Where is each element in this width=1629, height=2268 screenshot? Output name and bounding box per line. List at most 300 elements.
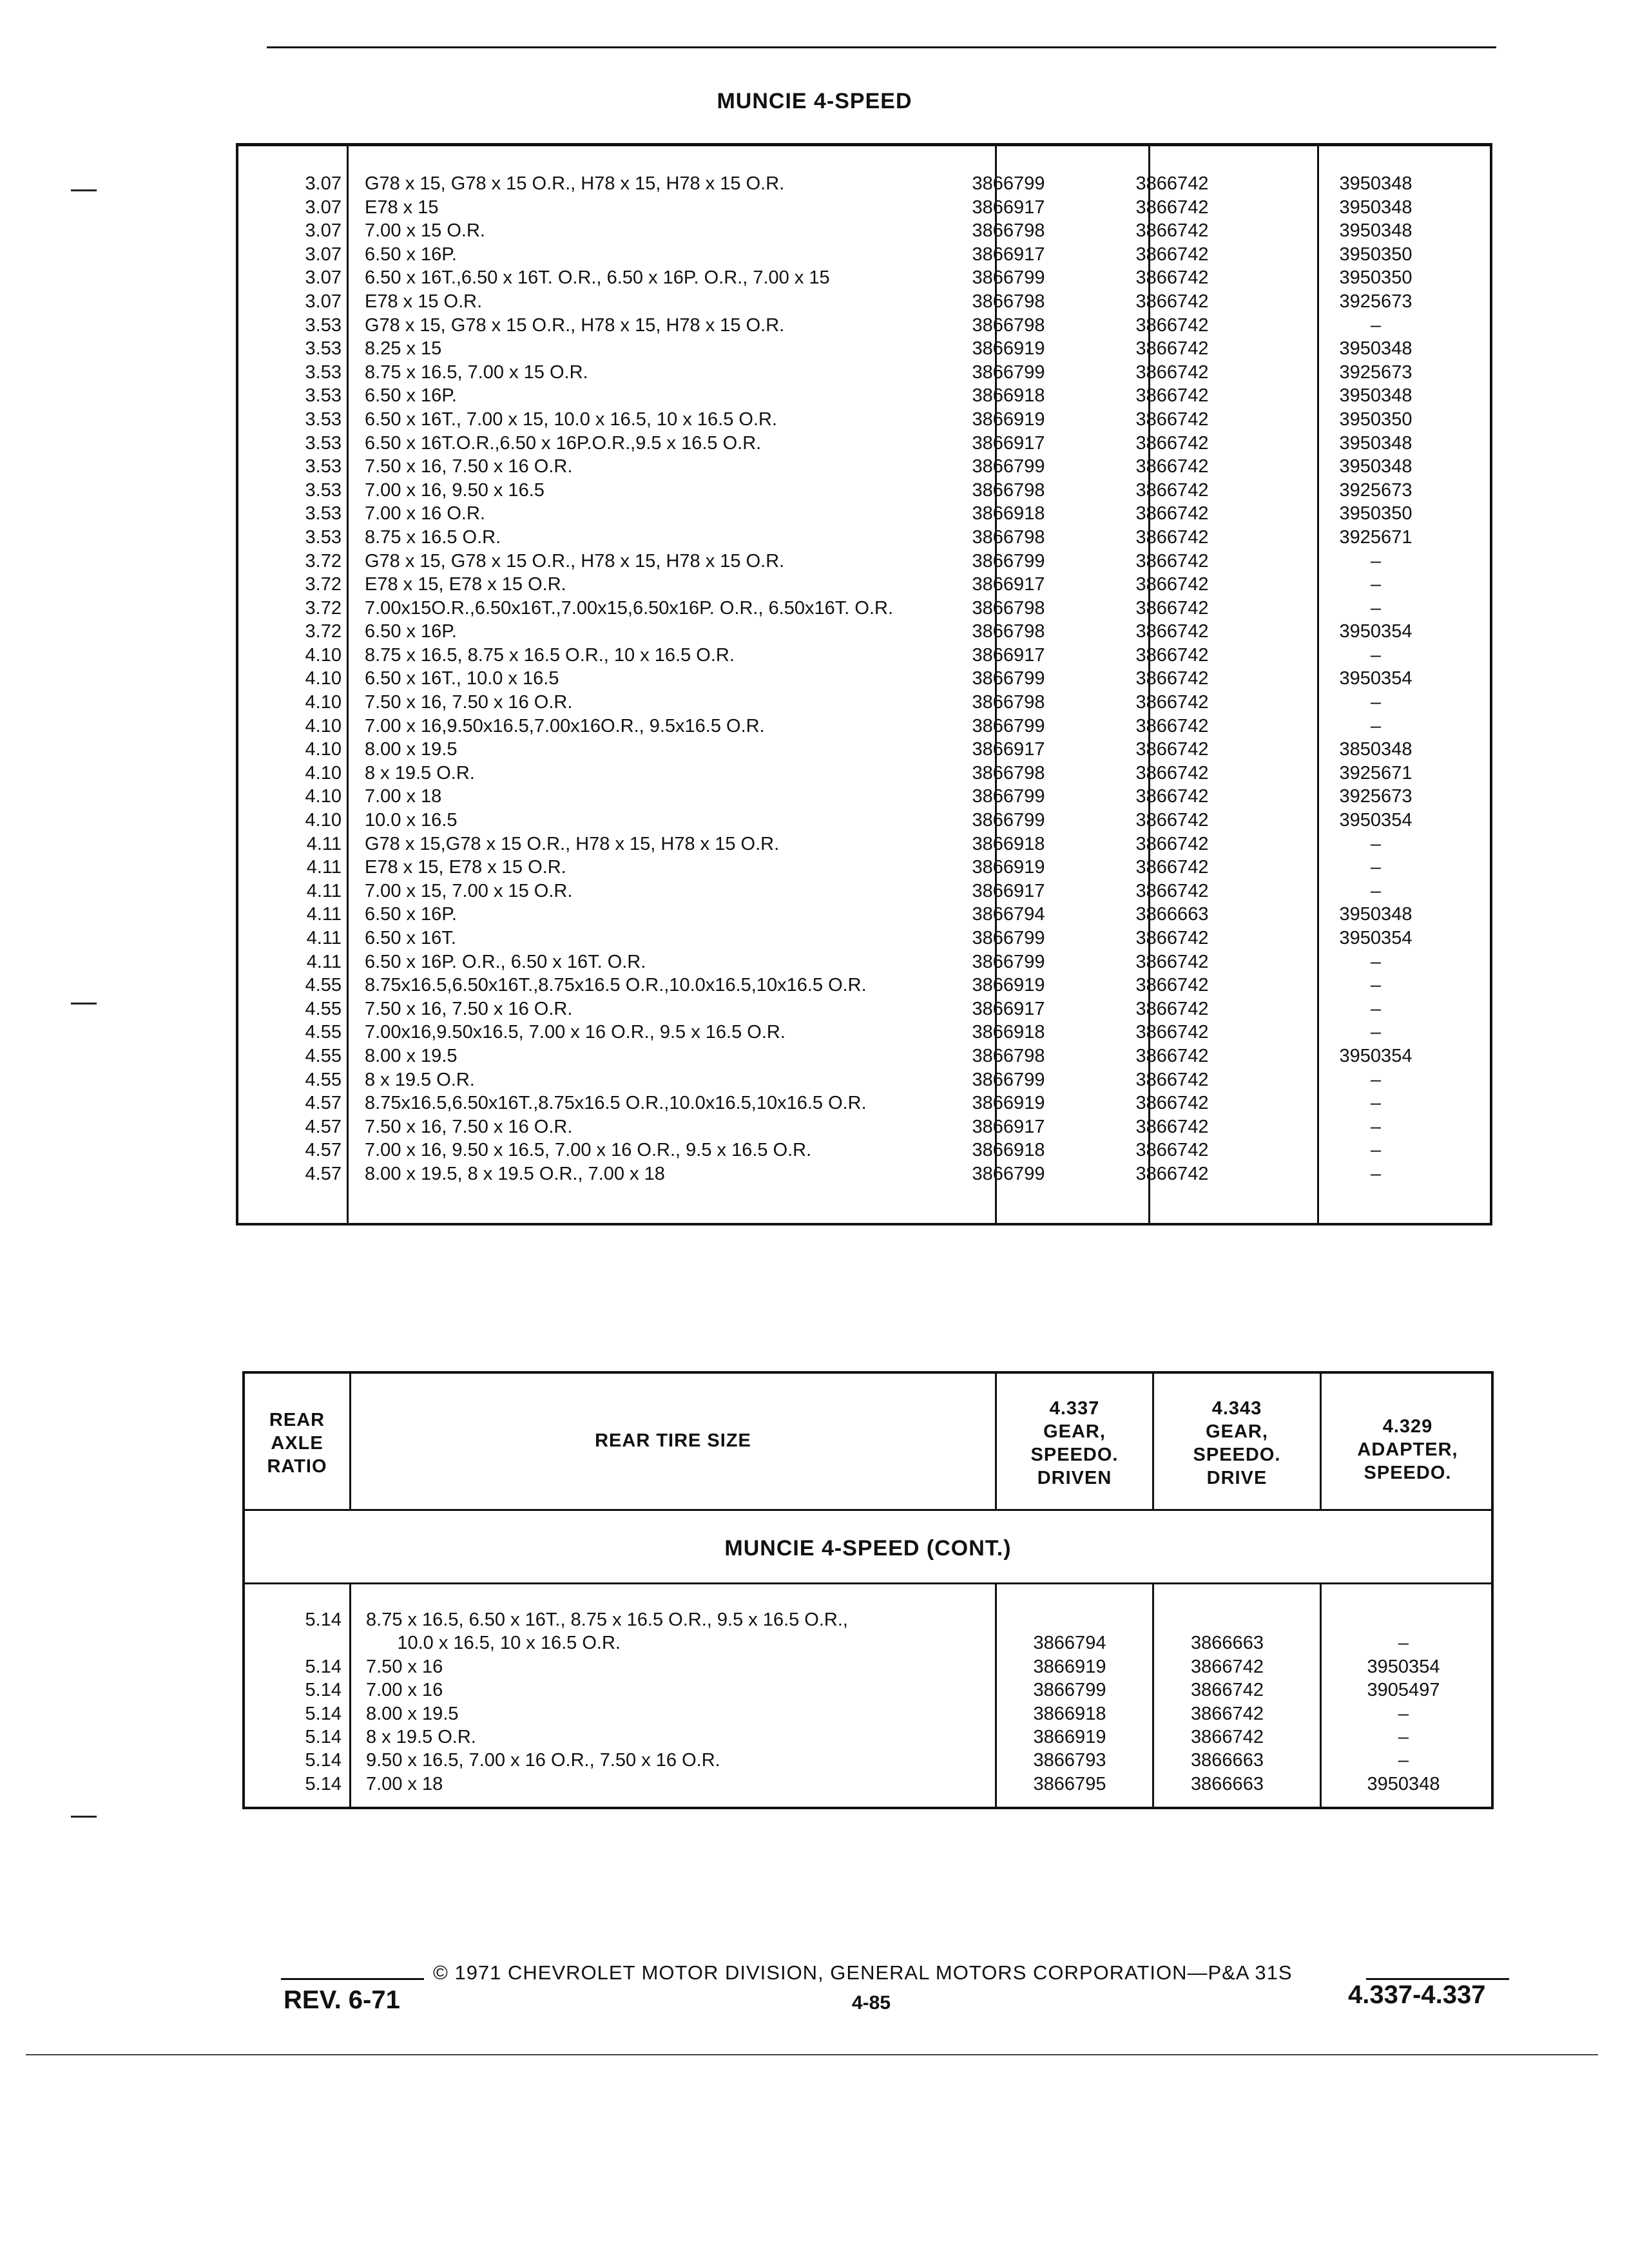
- table-row: [238, 738, 1490, 762]
- adapter-speedo-cell: 3950348: [1339, 456, 1412, 477]
- adapter-speedo-cell: 3950354: [1339, 668, 1412, 689]
- rear-tire-size-cell: 8.00 x 19.5, 8 x 19.5 O.R., 7.00 x 18: [365, 1163, 665, 1184]
- rear-tire-size-cell: E78 x 15, E78 x 15 O.R.: [365, 857, 566, 878]
- table-row: [238, 832, 1490, 856]
- gear-speedo-drive-cell: 3866742: [1191, 1726, 1264, 1747]
- rear-axle-ratio-cell: 4.55: [305, 998, 342, 1019]
- table-row: [238, 526, 1490, 550]
- rear-tire-size-cell: 8.75 x 16.5 O.R.: [365, 526, 501, 548]
- table-row: [238, 785, 1490, 809]
- rear-axle-ratio-cell: 4.11: [306, 928, 342, 948]
- section-title: MUNCIE 4-SPEED: [717, 89, 912, 113]
- rear-axle-ratio-cell: 4.11: [306, 880, 342, 901]
- table-row: [245, 1631, 1491, 1655]
- adapter-speedo-cell: –: [1370, 644, 1382, 666]
- adapter-speedo-cell: 3905497: [1367, 1680, 1440, 1701]
- page-number: 4-85: [852, 1992, 891, 2013]
- adapter-speedo-cell: –: [1370, 998, 1382, 1019]
- table-row: [245, 1725, 1491, 1749]
- gear-speedo-drive-cell: 3866742: [1135, 267, 1209, 289]
- rear-tire-size-cell: 8 x 19.5 O.R.: [365, 762, 475, 783]
- rear-tire-size-cell: 7.00 x 16, 9.50 x 16.5, 7.00 x 16 O.R., 9.5 x 16.5 O.R.: [365, 1140, 812, 1161]
- table-subtitle: MUNCIE 4-SPEED (CONT.): [724, 1536, 1012, 1561]
- bottom-rule: [26, 2054, 1598, 2055]
- copyright-text: © 1971 CHEVROLET MOTOR DIVISION, GENERAL MOTORS CORPORATION—P&A 31S: [433, 1961, 1293, 1984]
- gear-speedo-driven-cell: 3866917: [972, 574, 1045, 595]
- gear-speedo-driven-cell: 3866799: [972, 810, 1045, 831]
- rear-axle-ratio-cell: 4.57: [305, 1093, 342, 1114]
- revision-label: REV. 6-71: [284, 1986, 400, 2014]
- rear-tire-size-cell: 6.50 x 16P.: [365, 385, 457, 407]
- gear-speedo-driven-cell: 3866798: [972, 762, 1045, 783]
- table-row: [238, 715, 1490, 738]
- gear-speedo-drive-cell: 3866742: [1135, 361, 1209, 383]
- rear-tire-size-cell: E78 x 15, E78 x 15 O.R.: [365, 574, 566, 595]
- rear-tire-size-cell: 7.00 x 18: [365, 786, 442, 807]
- table-row: [245, 1702, 1491, 1725]
- header-rear-axle-ratio: REAR AXLE RATIO: [267, 1410, 327, 1477]
- gear-speedo-drive-cell: 3866742: [1191, 1656, 1264, 1677]
- gear-speedo-driven-cell: 3866799: [972, 1069, 1045, 1090]
- section-number: 4.337-4.337: [1348, 1981, 1486, 2009]
- gear-speedo-drive-cell: 3866742: [1135, 739, 1209, 760]
- adapter-speedo-cell: 3925673: [1339, 479, 1412, 501]
- rear-axle-ratio-cell: 4.10: [305, 762, 342, 783]
- rear-tire-size-cell: 8 x 19.5 O.R.: [366, 1726, 476, 1747]
- table-row: [238, 408, 1490, 432]
- rear-axle-ratio-cell: 4.10: [305, 739, 342, 760]
- table-row: [245, 1749, 1491, 1772]
- gear-speedo-driven-cell: 3866918: [972, 1022, 1045, 1043]
- table-row: [238, 196, 1490, 220]
- rear-axle-ratio-cell: 3.53: [305, 385, 342, 407]
- rear-tire-size-cell: 10.0 x 16.5, 10 x 16.5 O.R.: [366, 1633, 621, 1654]
- rear-axle-ratio-cell: 4.57: [305, 1116, 342, 1137]
- gear-speedo-drive-cell: 3866742: [1135, 244, 1209, 265]
- adapter-speedo-cell: 3950350: [1339, 244, 1412, 265]
- gear-speedo-drive-cell: 3866742: [1135, 786, 1209, 807]
- table-row: [238, 502, 1490, 526]
- rear-tire-size-cell: 6.50 x 16P.: [365, 904, 457, 925]
- adapter-speedo-cell: 3925673: [1339, 361, 1412, 383]
- gear-speedo-drive-cell: 3866742: [1135, 833, 1209, 854]
- table-row: [245, 1773, 1491, 1796]
- rear-axle-ratio-cell: 3.07: [305, 197, 342, 218]
- gear-speedo-drive-cell: 3866742: [1135, 338, 1209, 360]
- table-row: [238, 879, 1490, 903]
- rear-tire-size-cell: 7.50 x 16, 7.50 x 16 O.R.: [365, 692, 573, 713]
- gear-speedo-drive-cell: 3866742: [1135, 550, 1209, 572]
- adapter-speedo-cell: 3950348: [1339, 197, 1412, 218]
- gear-speedo-drive-cell: 3866742: [1135, 432, 1209, 454]
- rear-axle-ratio-cell: 4.11: [306, 951, 342, 972]
- rear-axle-ratio-cell: 3.07: [305, 291, 342, 312]
- rear-tire-size-cell: 8.75x16.5,6.50x16T.,8.75x16.5 O.R.,10.0x16.5,10x16.5 O.R.: [365, 975, 867, 996]
- adapter-speedo-cell: –: [1370, 597, 1382, 619]
- gear-speedo-drive-cell: 3866742: [1135, 291, 1209, 312]
- adapter-speedo-cell: 3950354: [1339, 810, 1412, 831]
- header-rule: [245, 1509, 1491, 1511]
- rear-tire-size-cell: 7.50 x 16, 7.50 x 16 O.R.: [365, 998, 573, 1019]
- adapter-speedo-cell: 3950348: [1339, 220, 1412, 242]
- adapter-speedo-cell: 3950348: [1367, 1773, 1440, 1794]
- footer-rule-right: [1366, 1978, 1509, 1980]
- gear-speedo-drive-cell: 3866742: [1135, 810, 1209, 831]
- rear-tire-size-cell: 6.50 x 16T., 10.0 x 16.5: [365, 668, 559, 689]
- gear-speedo-driven-cell: 3866799: [972, 550, 1045, 572]
- gear-speedo-driven-cell: 3866799: [972, 928, 1045, 948]
- rear-axle-ratio-cell: 4.10: [305, 786, 342, 807]
- gear-speedo-driven-cell: 3866798: [972, 692, 1045, 713]
- gear-speedo-drive-cell: 3866742: [1135, 975, 1209, 996]
- rear-tire-size-cell: 8.00 x 19.5: [365, 1045, 458, 1066]
- rear-axle-ratio-cell: 3.53: [305, 456, 342, 477]
- gear-speedo-driven-cell: 3866919: [972, 975, 1045, 996]
- gear-speedo-driven-cell: 3866799: [972, 786, 1045, 807]
- header-gear-speedo-drive: 4.343 GEAR, SPEEDO. DRIVE: [1193, 1398, 1281, 1488]
- rear-tire-size-cell: 6.50 x 16T., 7.00 x 15, 10.0 x 16.5, 10 x 16.5 O.R.: [365, 408, 778, 430]
- table-row: [238, 172, 1490, 196]
- gear-speedo-driven-cell: 3866799: [972, 668, 1045, 689]
- table-row: [238, 479, 1490, 503]
- gear-speedo-drive-cell: 3866663: [1135, 904, 1209, 925]
- gear-speedo-driven-cell: 3866917: [972, 880, 1045, 901]
- rear-tire-size-cell: G78 x 15,G78 x 15 O.R., H78 x 15, H78 x 15 O.R.: [365, 833, 780, 854]
- rear-axle-ratio-cell: 3.53: [305, 503, 342, 524]
- gear-speedo-driven-cell: 3866917: [972, 1116, 1045, 1137]
- footer-rule-left: [281, 1978, 424, 1980]
- gear-speedo-drive-cell: 3866742: [1135, 857, 1209, 878]
- rear-axle-ratio-cell: 4.10: [305, 644, 342, 666]
- gear-speedo-drive-cell: 3866742: [1135, 644, 1209, 666]
- rear-tire-size-cell: 6.50 x 16T.,6.50 x 16T. O.R., 6.50 x 16P. O.R., 7.00 x 15: [365, 267, 830, 289]
- adapter-speedo-cell: 3950354: [1367, 1656, 1440, 1677]
- table-row: [238, 1115, 1490, 1139]
- gear-speedo-drive-cell: 3866742: [1135, 998, 1209, 1019]
- gear-speedo-driven-cell: 3866794: [972, 904, 1045, 925]
- adapter-speedo-cell: 3925673: [1339, 291, 1412, 312]
- rear-tire-size-cell: 6.50 x 16T.: [365, 928, 456, 948]
- rear-tire-size-cell: 7.00 x 16: [366, 1680, 443, 1701]
- table-row: [238, 384, 1490, 408]
- rear-axle-ratio-cell: 4.55: [305, 1069, 342, 1090]
- rear-tire-size-cell: 10.0 x 16.5: [365, 810, 458, 831]
- table-row: [238, 644, 1490, 668]
- gear-speedo-driven-cell: 3866798: [972, 1045, 1045, 1066]
- gear-speedo-driven-cell: 3866799: [972, 173, 1045, 194]
- gear-speedo-driven-cell: 3866917: [972, 432, 1045, 454]
- gear-speedo-driven-cell: 3866919: [1033, 1656, 1106, 1677]
- gear-speedo-driven-cell: 3866918: [972, 503, 1045, 524]
- rear-tire-size-cell: 7.00 x 15 O.R.: [365, 220, 485, 242]
- adapter-speedo-cell: –: [1370, 833, 1382, 854]
- table-row: [238, 573, 1490, 597]
- table-row: [238, 809, 1490, 832]
- adapter-speedo-cell: –: [1370, 1093, 1382, 1114]
- adapter-speedo-cell: 3850348: [1339, 739, 1412, 760]
- table-row: [238, 243, 1490, 267]
- adapter-speedo-cell: –: [1370, 574, 1382, 595]
- table-row: [238, 1091, 1490, 1115]
- adapter-speedo-cell: 3950348: [1339, 904, 1412, 925]
- rear-axle-ratio-cell: 5.14: [305, 1680, 342, 1701]
- table-row: [238, 432, 1490, 456]
- gear-speedo-driven-cell: 3866799: [972, 361, 1045, 383]
- table-row: [238, 856, 1490, 879]
- table-row: [238, 455, 1490, 479]
- rear-axle-ratio-cell: 3.53: [305, 314, 342, 336]
- table-row: [238, 1162, 1490, 1186]
- rear-tire-size-cell: E78 x 15 O.R.: [365, 291, 483, 312]
- rear-axle-ratio-cell: 4.11: [306, 857, 342, 878]
- gear-speedo-drive-cell: 3866742: [1135, 574, 1209, 595]
- table-row: [238, 314, 1490, 338]
- gear-speedo-driven-cell: 3866798: [972, 291, 1045, 312]
- gear-speedo-drive-cell: 3866742: [1135, 1140, 1209, 1161]
- table-row: [238, 1139, 1490, 1162]
- rear-axle-ratio-cell: 3.07: [305, 244, 342, 265]
- rear-axle-ratio-cell: 4.55: [305, 975, 342, 996]
- table-row: [238, 974, 1490, 997]
- rear-tire-size-cell: 8 x 19.5 O.R.: [365, 1069, 475, 1090]
- gear-speedo-driven-cell: 3866799: [972, 456, 1045, 477]
- rear-tire-size-cell: 8.75 x 16.5, 6.50 x 16T., 8.75 x 16.5 O.R., 9.5 x 16.5 O.R.,: [366, 1610, 848, 1630]
- gear-speedo-drive-cell: 3866742: [1135, 1093, 1209, 1114]
- rear-axle-ratio-cell: 5.14: [305, 1610, 342, 1630]
- gear-speedo-driven-cell: 3866798: [972, 314, 1045, 336]
- gear-speedo-driven-cell: 3866919: [972, 338, 1045, 360]
- gear-speedo-drive-cell: 3866742: [1135, 951, 1209, 972]
- rear-axle-ratio-cell: 3.07: [305, 220, 342, 242]
- gear-speedo-driven-cell: 3866918: [972, 1140, 1045, 1161]
- adapter-speedo-cell: 3950348: [1339, 385, 1412, 407]
- adapter-speedo-cell: –: [1370, 1140, 1382, 1161]
- gear-speedo-driven-cell: 3866795: [1033, 1773, 1106, 1794]
- rear-tire-size-cell: 6.50 x 16P.: [365, 244, 457, 265]
- gear-speedo-drive-cell: 3866663: [1191, 1633, 1264, 1654]
- table-row: [238, 266, 1490, 290]
- table-row: [238, 997, 1490, 1021]
- rear-tire-size-cell: 7.00 x 16, 9.50 x 16.5: [365, 479, 545, 501]
- rear-tire-size-cell: 6.50 x 16P. O.R., 6.50 x 16T. O.R.: [365, 951, 646, 972]
- table-row: [238, 691, 1490, 715]
- rear-tire-size-cell: E78 x 15: [365, 197, 439, 218]
- gear-speedo-driven-cell: 3866799: [1033, 1680, 1106, 1701]
- rear-tire-size-cell: 7.00x15O.R.,6.50x16T.,7.00x15,6.50x16P. O.R., 6.50x16T. O.R.: [365, 597, 894, 619]
- table-row: [238, 1068, 1490, 1092]
- table-row: [238, 597, 1490, 620]
- gear-speedo-driven-cell: 3866917: [972, 644, 1045, 666]
- adapter-speedo-cell: 3925671: [1339, 762, 1412, 783]
- adapter-speedo-cell: 3950348: [1339, 338, 1412, 360]
- rear-axle-ratio-cell: 3.72: [305, 574, 342, 595]
- rear-axle-ratio-cell: 4.57: [305, 1140, 342, 1161]
- gear-speedo-drive-cell: 3866742: [1135, 314, 1209, 336]
- subtitle-rule: [245, 1582, 1491, 1584]
- rear-axle-ratio-cell: 5.14: [305, 1773, 342, 1794]
- rear-tire-size-cell: 8.00 x 19.5: [365, 739, 458, 760]
- rear-axle-ratio-cell: 4.55: [305, 1022, 342, 1043]
- gear-speedo-driven-cell: 3866799: [972, 267, 1045, 289]
- gear-speedo-drive-cell: 3866742: [1191, 1680, 1264, 1701]
- rear-tire-size-cell: G78 x 15, G78 x 15 O.R., H78 x 15, H78 x 15 O.R.: [365, 550, 785, 572]
- rear-axle-ratio-cell: 4.11: [306, 833, 342, 854]
- table-row: [238, 762, 1490, 785]
- adapter-speedo-cell: –: [1370, 692, 1382, 713]
- gear-speedo-drive-cell: 3866742: [1135, 762, 1209, 783]
- rear-axle-ratio-cell: 3.53: [305, 338, 342, 360]
- rear-tire-size-cell: 6.50 x 16T.O.R.,6.50 x 16P.O.R.,9.5 x 16.5 O.R.: [365, 432, 762, 454]
- gear-speedo-drive-cell: 3866742: [1135, 456, 1209, 477]
- adapter-speedo-cell: 3950350: [1339, 267, 1412, 289]
- gear-speedo-drive-cell: 3866742: [1135, 503, 1209, 524]
- gear-speedo-driven-cell: 3866919: [972, 857, 1045, 878]
- gear-speedo-drive-cell: 3866742: [1135, 1045, 1209, 1066]
- adapter-speedo-cell: –: [1370, 1163, 1382, 1184]
- adapter-speedo-cell: –: [1370, 951, 1382, 972]
- gear-speedo-driven-cell: 3866793: [1033, 1750, 1106, 1771]
- table-row: [238, 950, 1490, 974]
- gear-speedo-drive-cell: 3866742: [1135, 715, 1209, 736]
- rear-tire-size-cell: 7.00x16,9.50x16.5, 7.00 x 16 O.R., 9.5 x 16.5 O.R.: [365, 1022, 786, 1043]
- adapter-speedo-cell: –: [1370, 1069, 1382, 1090]
- gear-speedo-drive-cell: 3866742: [1135, 668, 1209, 689]
- adapter-speedo-cell: 3925673: [1339, 786, 1412, 807]
- gear-speedo-driven-cell: 3866918: [1033, 1703, 1106, 1724]
- header-gear-speedo-driven: 4.337 GEAR, SPEEDO. DRIVEN: [1030, 1398, 1119, 1488]
- gear-speedo-drive-cell: 3866742: [1135, 692, 1209, 713]
- adapter-speedo-cell: –: [1398, 1750, 1409, 1771]
- adapter-speedo-cell: –: [1398, 1633, 1409, 1654]
- adapter-speedo-cell: 3950348: [1339, 432, 1412, 454]
- rear-tire-size-cell: 8.00 x 19.5: [366, 1703, 459, 1724]
- adapter-speedo-cell: 3950348: [1339, 173, 1412, 194]
- rear-axle-ratio-cell: 3.53: [305, 526, 342, 548]
- table-row: [238, 927, 1490, 950]
- gear-speedo-driven-cell: 3866919: [1033, 1726, 1106, 1747]
- rear-tire-size-cell: G78 x 15, G78 x 15 O.R., H78 x 15, H78 x 15 O.R.: [365, 173, 785, 194]
- table-row: [238, 1044, 1490, 1068]
- gear-speedo-driven-cell: 3866798: [972, 621, 1045, 642]
- rear-tire-size-cell: 8.75 x 16.5, 7.00 x 15 O.R.: [365, 361, 588, 383]
- rear-axle-ratio-cell: 5.14: [305, 1726, 342, 1747]
- table-row: [238, 361, 1490, 385]
- rear-axle-ratio-cell: 4.57: [305, 1163, 342, 1184]
- adapter-speedo-cell: –: [1370, 857, 1382, 878]
- rear-axle-ratio-cell: 5.14: [305, 1750, 342, 1771]
- rear-axle-ratio-cell: 4.10: [305, 692, 342, 713]
- gear-speedo-driven-cell: 3866798: [972, 220, 1045, 242]
- adapter-speedo-cell: 3950350: [1339, 408, 1412, 430]
- table-row: [238, 550, 1490, 573]
- rear-axle-ratio-cell: 5.14: [305, 1656, 342, 1677]
- adapter-speedo-cell: 3950354: [1339, 1045, 1412, 1066]
- adapter-speedo-cell: –: [1370, 1116, 1382, 1137]
- rear-tire-size-cell: 7.50 x 16: [366, 1656, 443, 1677]
- rear-axle-ratio-cell: 3.53: [305, 361, 342, 383]
- gear-speedo-drive-cell: 3866742: [1191, 1703, 1264, 1724]
- gear-speedo-drive-cell: 3866742: [1135, 1022, 1209, 1043]
- table-row: [238, 1021, 1490, 1044]
- rear-axle-ratio-cell: 4.10: [305, 668, 342, 689]
- gear-speedo-driven-cell: 3866799: [972, 715, 1045, 736]
- gear-speedo-drive-cell: 3866663: [1191, 1750, 1264, 1771]
- margin-mark: [71, 1816, 97, 1818]
- adapter-speedo-cell: –: [1370, 1022, 1382, 1043]
- gear-speedo-driven-cell: 3866798: [972, 479, 1045, 501]
- adapter-speedo-cell: 3925671: [1339, 526, 1412, 548]
- gear-speedo-driven-cell: 3866798: [972, 526, 1045, 548]
- rear-axle-ratio-cell: 3.53: [305, 408, 342, 430]
- gear-speedo-driven-cell: 3866794: [1033, 1633, 1106, 1654]
- rear-axle-ratio-cell: 3.72: [305, 597, 342, 619]
- adapter-speedo-cell: –: [1370, 975, 1382, 996]
- margin-mark: [71, 189, 97, 191]
- table-row: [245, 1678, 1491, 1702]
- adapter-speedo-cell: –: [1370, 550, 1382, 572]
- rear-tire-size-cell: 9.50 x 16.5, 7.00 x 16 O.R., 7.50 x 16 O.R.: [366, 1750, 720, 1771]
- rear-axle-ratio-cell: 4.55: [305, 1045, 342, 1066]
- table-row: [238, 620, 1490, 644]
- gear-speedo-drive-cell: 3866742: [1135, 173, 1209, 194]
- rear-tire-size-cell: 7.00 x 18: [366, 1773, 443, 1794]
- rear-tire-size-cell: G78 x 15, G78 x 15 O.R., H78 x 15, H78 x 15 O.R.: [365, 314, 785, 336]
- rear-tire-size-cell: 8.75 x 16.5, 8.75 x 16.5 O.R., 10 x 16.5 O.R.: [365, 644, 735, 666]
- gear-speedo-drive-cell: 3866742: [1135, 928, 1209, 948]
- table-row: [238, 903, 1490, 927]
- gear-speedo-driven-cell: 3866918: [972, 385, 1045, 407]
- rear-axle-ratio-cell: 3.72: [305, 550, 342, 572]
- gear-speedo-drive-cell: 3866742: [1135, 1163, 1209, 1184]
- gear-speedo-driven-cell: 3866799: [972, 1163, 1045, 1184]
- gear-speedo-driven-cell: 3866919: [972, 1093, 1045, 1114]
- rear-axle-ratio-cell: 3.07: [305, 173, 342, 194]
- adapter-speedo-cell: 3950350: [1339, 503, 1412, 524]
- header-rear-tire-size: REAR TIRE SIZE: [595, 1430, 751, 1451]
- rear-tire-size-cell: 7.50 x 16, 7.50 x 16 O.R.: [365, 456, 573, 477]
- adapter-speedo-cell: –: [1370, 715, 1382, 736]
- gear-speedo-drive-cell: 3866742: [1135, 220, 1209, 242]
- adapter-speedo-cell: –: [1370, 880, 1382, 901]
- rear-axle-ratio-cell: 5.14: [305, 1703, 342, 1724]
- adapter-speedo-cell: 3950354: [1339, 928, 1412, 948]
- adapter-speedo-cell: 3950354: [1339, 621, 1412, 642]
- header-adapter-speedo: 4.329 ADAPTER, SPEEDO.: [1357, 1416, 1458, 1483]
- gear-speedo-drive-cell: 3866742: [1135, 526, 1209, 548]
- gear-speedo-driven-cell: 3866919: [972, 408, 1045, 430]
- table-row: [238, 667, 1490, 691]
- table-row: [238, 290, 1490, 314]
- gear-speedo-drive-cell: 3866742: [1135, 597, 1209, 619]
- gear-speedo-drive-cell: 3866742: [1135, 385, 1209, 407]
- adapter-speedo-cell: –: [1398, 1726, 1409, 1747]
- rear-tire-size-cell: 7.50 x 16, 7.50 x 16 O.R.: [365, 1116, 573, 1137]
- gear-speedo-drive-cell: 3866663: [1191, 1773, 1264, 1794]
- gear-speedo-drive-cell: 3866742: [1135, 1069, 1209, 1090]
- gear-speedo-driven-cell: 3866917: [972, 998, 1045, 1019]
- rear-axle-ratio-cell: 3.72: [305, 621, 342, 642]
- table-row: [245, 1608, 1491, 1631]
- rear-axle-ratio-cell: 3.53: [305, 479, 342, 501]
- gear-speedo-driven-cell: 3866798: [972, 597, 1045, 619]
- rear-tire-size-cell: 8.75x16.5,6.50x16T.,8.75x16.5 O.R.,10.0x16.5,10x16.5 O.R.: [365, 1093, 867, 1114]
- gear-speedo-driven-cell: 3866917: [972, 197, 1045, 218]
- gear-speedo-driven-cell: 3866799: [972, 951, 1045, 972]
- gear-speedo-driven-cell: 3866918: [972, 833, 1045, 854]
- adapter-speedo-cell: –: [1398, 1703, 1409, 1724]
- rear-axle-ratio-cell: 3.53: [305, 432, 342, 454]
- gear-speedo-drive-cell: 3866742: [1135, 621, 1209, 642]
